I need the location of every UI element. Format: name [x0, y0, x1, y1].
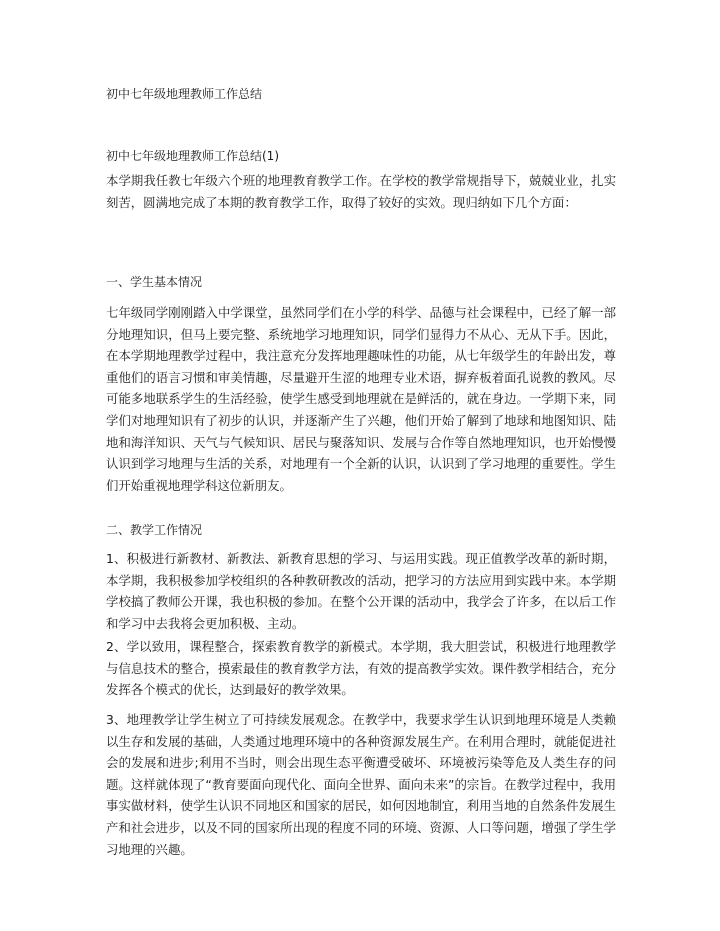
- section-heading-student-situation: 一、学生基本情况: [106, 275, 203, 289]
- section-1-paragraph: 七年级同学刚刚踏入中学课堂，虽然同学们在小学的科学、品德与社会课程中，已经了解一部分地理知识，但马上要完整、系统地学习地理知识，同学们显得力不从心、无从下手。因此，在本学期地理教学过程中，我注意充分发挥地理趣味性的功能，从七年级学生的年龄出发，尊重他们的语言习惯和审美情趣，尽量避开生涩的地理专业术语，摒弃板着面孔说教的教风。尽可能多地联系学生的生活经验，使学生感受到地理就在是鲜活的，就在身边。一学期下来，同学们对地理知识有了初步的认识，并逐渐产生了兴趣，他们开始了解到了地球和地图知识、陆地和海洋知识、天气与气候知识、居民与聚落知识、发展与合作等自然地理知识，也开始慢慢认识到学习地理与生活的关系，对地理有一个全新的认识，认识到了学习地理的重要性。学生们开始重视地理学科这位新朋友。: [106, 305, 616, 493]
- document-title: 初中七年级地理教师工作总结: [106, 87, 263, 101]
- document-subtitle: 初中七年级地理教师工作总结(1): [106, 149, 279, 163]
- section-heading-teaching-work: 二、教学工作情况: [106, 523, 203, 537]
- intro-paragraph: 本学期我任教七年级六个班的地理教育教学工作。在学校的教学常规指导下，兢兢业业，扎实刻苦，圆满地完成了本期的教育教学工作，取得了较好的实效。现归纳如下几个方面：: [106, 173, 616, 210]
- section-2-paragraph-2: 2、学以致用，课程整合，探索教育教学的新模式。本学期，我大胆尝试，积极进行地理教学与信息技术的整合，摸索最佳的教育教学方法，有效的提高教学实效。课件教学相结合，充分发挥各个模式的优长，达到最好的教学效果。: [106, 639, 616, 698]
- section-2-paragraph-3: 3、地理教学让学生树立了可持续发展观念。在教学中，我要求学生认识到地理环境是人类赖以生存和发展的基础，人类通过地理环境中的各种资源发展生产。在利用合理时，就能促进社会的发展和进步;利用不当时，则会出现生态平衡遭受破坏、环境被污染等危及人类生存的问题。这样就体现了“教育要面向现代化、面向全世界、面向未来”的宗旨。在教学过程中，我用事实做材料，使学生认识不同地区和国家的居民，如何因地制宜，利用当地的自然条件发展生产和社会进步，以及不同的国家所出现的程度不同的环境、资源、人口等问题，增强了学生学习地理的兴趣。: [106, 712, 616, 857]
- section-2-paragraph-1: 1、积极进行新教材、新教法、新教育思想的学习、与运用实践。现正值教学改革的新时期，本学期，我积极参加学校组织的各种教研教改的活动，把学习的方法应用到实践中来。本学期学校搞了教师公开课，我也积极的参加。在整个公开课的活动中，我学会了许多，在以后工作和学习中去我将会更加积极、主动。: [106, 551, 616, 631]
